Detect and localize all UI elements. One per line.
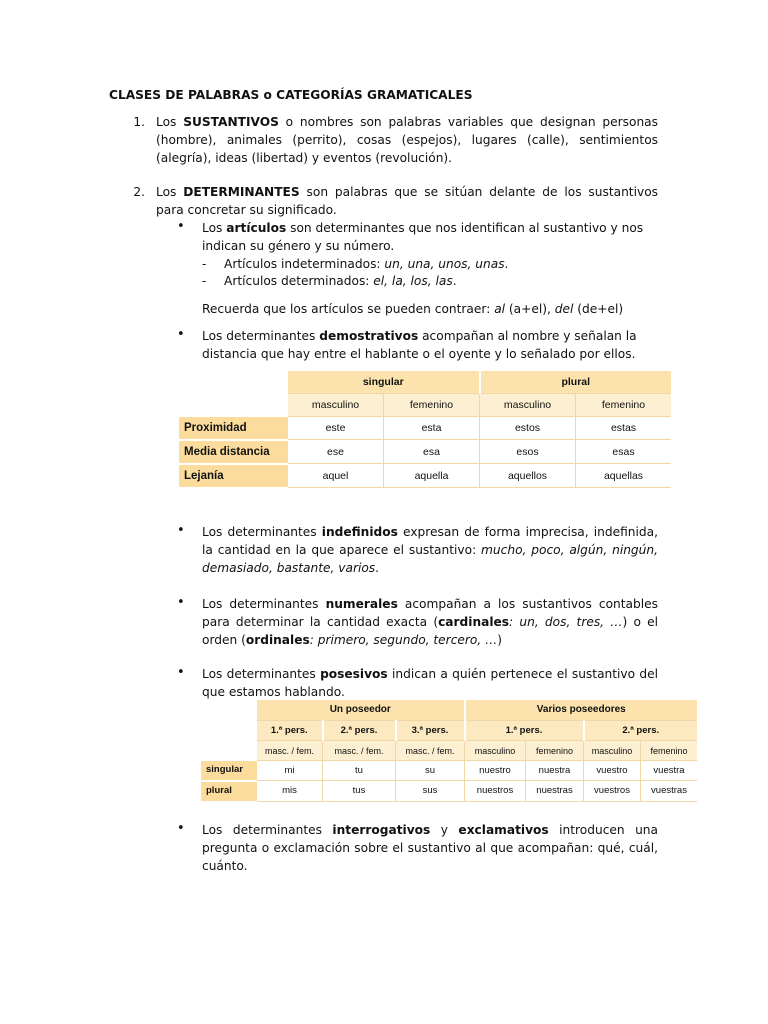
table-cell: aquellas (576, 464, 672, 488)
table-cell: esos (480, 440, 576, 464)
page-title: CLASES DE PALABRAS o CATEGORÍAS GRAMATICALES (109, 88, 473, 102)
posesivos-table (201, 700, 697, 803)
table-sub-header: masculino (288, 394, 384, 417)
table-group-header: plural (480, 371, 672, 394)
table-row (201, 761, 697, 781)
table-cell: aquella (384, 464, 480, 488)
interrogativos-paragraph: Los determinantes interrogativos y exclamativos introducen una pregunta o exclamación sobre el sustantivo al que acompañan: qué, cuál, cuánto. (202, 823, 658, 873)
contracciones-note: Recuerda que los artículos se pueden contraer: al (a+el), del (de+el) (202, 302, 624, 316)
list-number: 1. (133, 115, 145, 129)
table-cell: su (396, 761, 465, 781)
numerales-paragraph: Los determinantes numerales acompañan a los sustantivos contables para determinar la cantidad exacta (cardinales: un, dos, tres, …) o el orden (ordinales: primero, segundo, tercero, …) (202, 597, 659, 647)
person-header: 3.ª pers. (396, 721, 465, 741)
row-label: plural (201, 781, 257, 802)
table-cell: esas (576, 440, 672, 464)
table-sub-header: masculino (584, 741, 641, 761)
table-cell: nuestras (526, 781, 584, 802)
bullet-icon: • (177, 219, 185, 234)
table-cell: tu (323, 761, 396, 781)
articulos-paragraph: Los artículos son determinantes que nos identifican al sustantivo y nos indican su género y su número. (202, 221, 644, 253)
table-cell: ese (288, 440, 384, 464)
table-sub-header: femenino (384, 394, 480, 417)
table-cell: esta (384, 417, 480, 440)
person-header: 2.ª pers. (584, 721, 698, 741)
demostrativos-table (179, 371, 671, 489)
table-cell: mis (257, 781, 323, 802)
table-cell: vuestra (641, 761, 698, 781)
sustantivos-paragraph: Los SUSTANTIVOS o nombres son palabras variables que designan personas (hombre), animales (perrito), cosas (espejos), lugares (calle), sentimientos (alegría), ideas (libertad) y eventos (revolución). (156, 115, 658, 165)
table-group-header: Varios poseedores (465, 700, 698, 721)
dash-marker: - (202, 257, 207, 271)
table-row (179, 440, 671, 464)
table-sub-header: masc. / fem. (396, 741, 465, 761)
table-cell: aquellos (480, 464, 576, 488)
bullet-icon: • (177, 595, 185, 610)
table-cell: vuestros (584, 781, 641, 802)
table-cell: sus (396, 781, 465, 802)
table-cell: estas (576, 417, 672, 440)
bullet-icon: • (177, 821, 185, 836)
list-number: 2. (133, 185, 145, 199)
table-corner (201, 700, 257, 721)
table-cell: esa (384, 440, 480, 464)
table-cell: mi (257, 761, 323, 781)
table-sub-header: masc. / fem. (257, 741, 323, 761)
table-sub-header: masculino (465, 741, 526, 761)
table-sub-header: femenino (576, 394, 672, 417)
table-corner (179, 394, 288, 417)
row-label: singular (201, 761, 257, 781)
posesivos-paragraph: Los determinantes posesivos indican a quién pertenece el sustantivo del que estamos hablando. (202, 667, 658, 699)
articulos-indeterminados: Artículos indeterminados: un, una, unos, unas. (224, 257, 509, 271)
table-sub-header: femenino (641, 741, 698, 761)
person-header: 1.ª pers. (257, 721, 323, 741)
table-cell: tus (323, 781, 396, 802)
bullet-icon: • (177, 665, 185, 680)
table-sub-header: masculino (480, 394, 576, 417)
table-sub-header: masc. / fem. (323, 741, 396, 761)
demostrativos-paragraph: Los determinantes demostrativos acompañan al nombre y señalan la distancia que hay entre el hablante o el oyente y lo señalado por ellos. (202, 329, 637, 361)
table-sub-header: femenino (526, 741, 584, 761)
table-cell: nuestros (465, 781, 526, 802)
table-row (201, 781, 697, 802)
determinantes-paragraph: Los DETERMINANTES son palabras que se sitúan delante de los sustantivos para concretar su significado. (156, 185, 658, 217)
table-cell: nuestro (465, 761, 526, 781)
table-cell: vuestro (584, 761, 641, 781)
table-corner (179, 371, 288, 394)
table-group-header: singular (288, 371, 480, 394)
table-corner (201, 721, 257, 741)
table-cell: aquel (288, 464, 384, 488)
dash-marker: - (202, 274, 207, 288)
table-corner (201, 741, 257, 761)
table-cell: estos (480, 417, 576, 440)
bullet-icon: • (177, 327, 185, 342)
row-label: Lejanía (179, 464, 288, 488)
table-cell: nuestra (526, 761, 584, 781)
person-header: 1.ª pers. (465, 721, 584, 741)
table-row (179, 464, 671, 488)
table-group-header: Un poseedor (257, 700, 465, 721)
table-cell: vuestras (641, 781, 698, 802)
person-header: 2.ª pers. (323, 721, 396, 741)
row-label: Proximidad (179, 417, 288, 440)
bullet-icon: • (177, 523, 185, 538)
table-row (179, 417, 671, 440)
indefinidos-paragraph: Los determinantes indefinidos expresan de forma imprecisa, indefinida, la cantidad en la que aparece el sustantivo: mucho, poco, algún, ningún, demasiado, bastante, varios. (202, 525, 658, 575)
table-cell: este (288, 417, 384, 440)
row-label: Media distancia (179, 440, 288, 464)
articulos-determinados: Artículos determinados: el, la, los, las. (224, 274, 457, 288)
